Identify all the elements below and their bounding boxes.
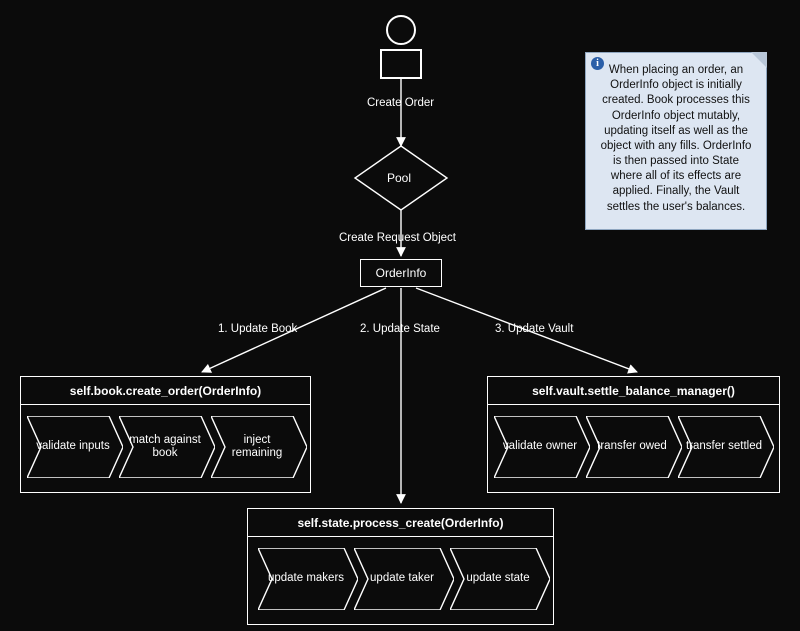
note-text: When placing an order, an OrderInfo object is initially created. Book processes this OrderInfo object mutably, updating itself as well as the object with any fills. OrderInfo is then passed into State where all of its effects are applied. Finally, the Vault settles the user's balances. (600, 64, 752, 213)
step-update-taker (354, 548, 454, 610)
step-label: validate owner (502, 440, 578, 453)
group-vault-body (488, 405, 779, 489)
actor-icon (381, 16, 421, 78)
group-book-body (21, 405, 310, 489)
step-label: validate inputs (36, 440, 110, 453)
orderinfo-label: OrderInfo (375, 266, 427, 280)
step-inject-remaining (211, 416, 307, 478)
edge-label-update-vault: 3. Update Vault (495, 323, 574, 335)
step-label: update taker (370, 572, 434, 585)
step-label: match against book (129, 433, 201, 459)
group-book-title: self.book.create_order(OrderInfo) (21, 377, 310, 405)
step-label: inject remaining (231, 433, 283, 459)
orderinfo-node (360, 259, 442, 287)
group-state (247, 508, 554, 625)
step-match-against-book (119, 416, 215, 478)
group-state-body (248, 537, 553, 621)
step-label: transfer settled (685, 440, 763, 453)
info-icon: i (591, 57, 604, 70)
step-transfer-settled (678, 416, 774, 478)
step-label: transfer owed (597, 440, 667, 453)
edge-label-create-request-object: Create Request Object (339, 232, 456, 244)
group-vault (487, 376, 780, 493)
step-validate-inputs (27, 416, 123, 478)
step-label: update makers (267, 572, 345, 585)
step-update-makers (258, 548, 358, 610)
edge-label-update-book: 1. Update Book (218, 323, 298, 335)
step-transfer-owed (586, 416, 682, 478)
info-note (585, 52, 767, 230)
edge-label-update-state: 2. Update State (360, 323, 440, 335)
step-label: update state (466, 572, 530, 585)
group-vault-title: self.vault.settle_balance_manager() (488, 377, 779, 405)
step-validate-owner (494, 416, 590, 478)
group-book (20, 376, 311, 493)
pool-label: Pool (387, 171, 412, 185)
edge-label-create-order: Create Order (367, 97, 435, 109)
step-update-state (450, 548, 550, 610)
note-fold-corner (751, 52, 767, 68)
group-state-title: self.state.process_create(OrderInfo) (248, 509, 553, 537)
